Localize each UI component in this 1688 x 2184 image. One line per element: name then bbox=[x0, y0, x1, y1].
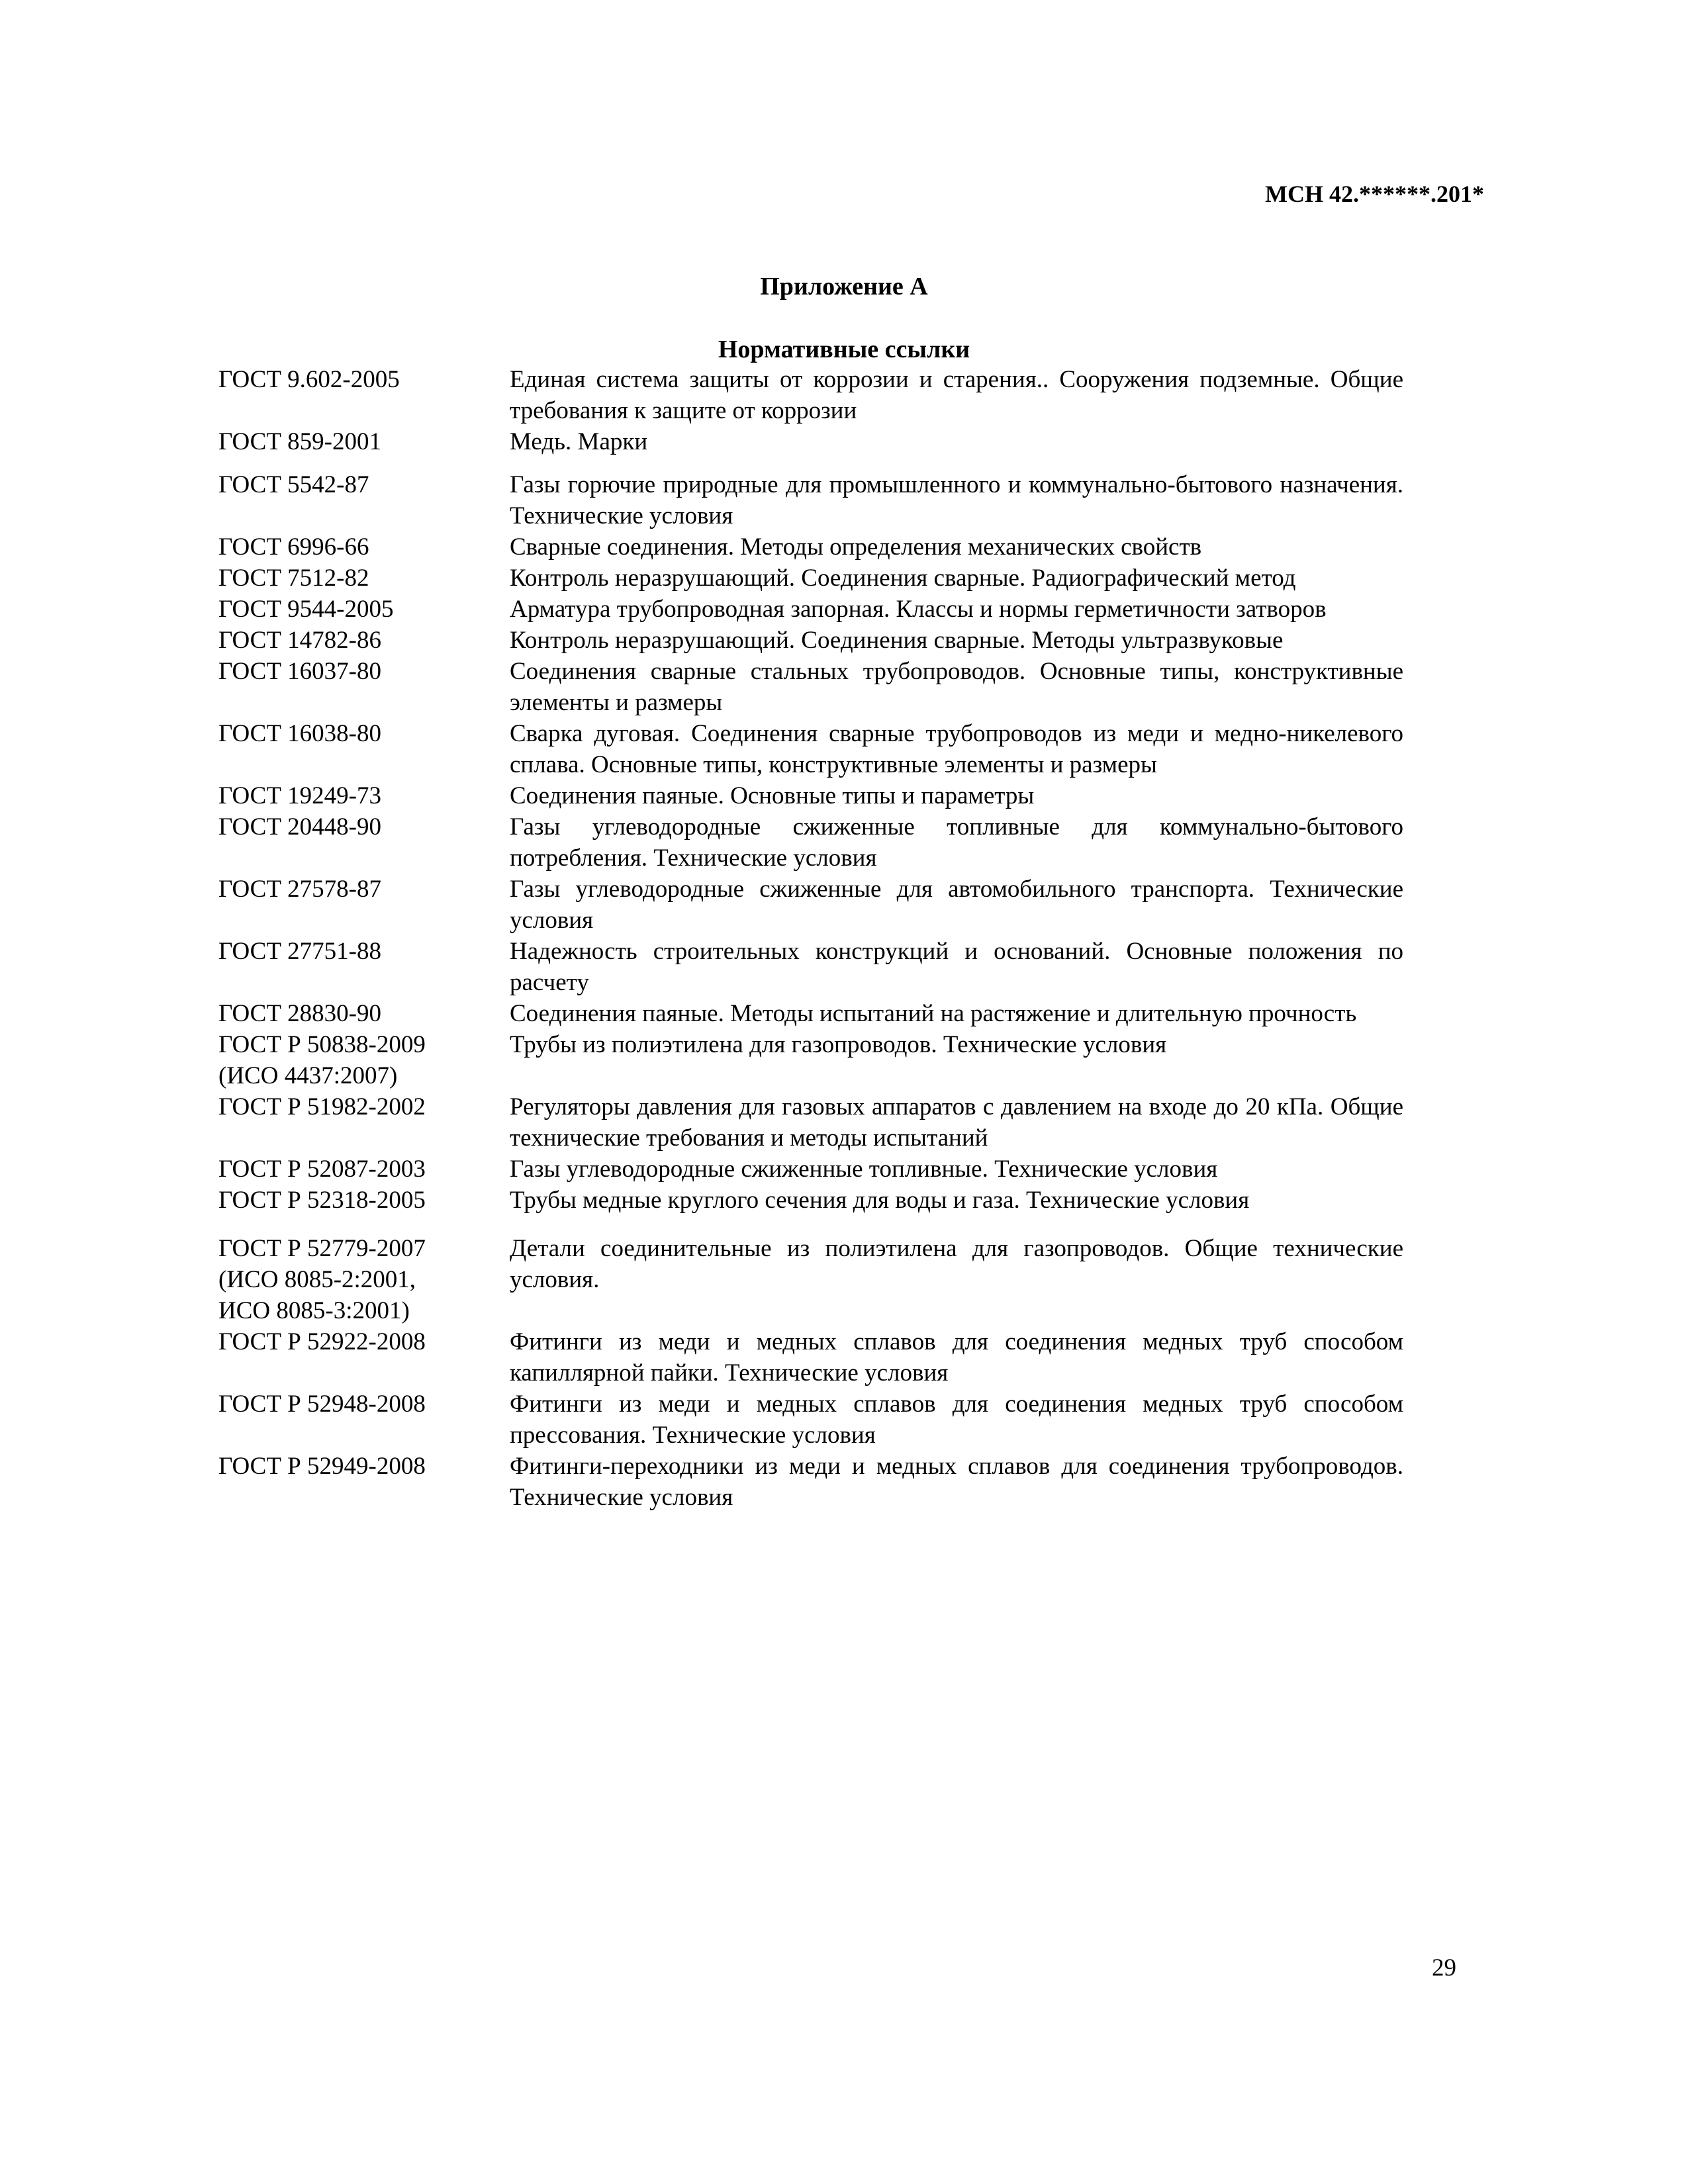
reference-code: ГОСТ Р 52922-2008 bbox=[218, 1328, 426, 1355]
reference-code: ГОСТ 27578-87 bbox=[218, 876, 381, 903]
reference-description: Газы углеводородные сжиженные топливные для коммунально-бытового потребления. Технические условия bbox=[510, 813, 1403, 872]
reference-code: ГОСТ 16037-80 bbox=[218, 658, 381, 685]
reference-description: Фитинги из меди и медных сплавов для соединения медных труб способом прессования. Технические условия bbox=[510, 1390, 1403, 1449]
reference-description: Газы углеводородные сжиженные топливные. Технические условия bbox=[510, 1156, 1218, 1183]
reference-code: ГОСТ 7512-82 bbox=[218, 565, 369, 592]
reference-row bbox=[218, 811, 1403, 874]
reference-row bbox=[218, 1091, 1403, 1154]
reference-code: ГОСТ 19249-73 bbox=[218, 782, 381, 809]
reference-description: Фитинги из меди и медных сплавов для соединения медных труб способом капиллярной пайки. Технические условия bbox=[510, 1328, 1403, 1387]
reference-row bbox=[218, 998, 1403, 1029]
reference-row bbox=[218, 1326, 1403, 1388]
reference-description: Газы углеводородные сжиженные для автомобильного транспорта. Технические условия bbox=[510, 876, 1403, 934]
reference-description: Соединения сварные стальных трубопроводов. Основные типы, конструктивные элементы и размеры bbox=[510, 658, 1403, 716]
reference-description: Сварка дуговая. Соединения сварные трубопроводов из меди и медно-никелевого сплава. Основные типы, конструктивные элементы и размеры bbox=[510, 720, 1403, 778]
reference-description: Соединения паяные. Основные типы и параметры bbox=[510, 782, 1035, 809]
reference-code: ГОСТ Р 52318-2005 bbox=[218, 1187, 426, 1214]
reference-description: Единая система защиты от коррозии и старения.. Сооружения подземные. Общие требования к защите от коррозии bbox=[510, 366, 1403, 424]
references-list bbox=[218, 364, 1403, 1513]
appendix-title: Приложение А bbox=[760, 273, 928, 300]
reference-description: Регуляторы давления для газовых аппаратов с давлением на входе до 20 кПа. Общие технические требования и методы испытаний bbox=[510, 1093, 1403, 1152]
reference-code: ГОСТ 859-2001 bbox=[218, 428, 381, 455]
reference-row bbox=[218, 426, 1403, 457]
reference-code: ГОСТ 28830-90 bbox=[218, 1000, 381, 1027]
reference-code: ГОСТ Р 52779-2007 (ИСО 8085-2:2001, ИСО 8085-3:2001) bbox=[218, 1235, 426, 1324]
reference-row bbox=[218, 594, 1403, 625]
reference-description: Трубы из полиэтилена для газопроводов. Технические условия bbox=[510, 1031, 1167, 1058]
reference-row bbox=[218, 364, 1403, 426]
reference-row bbox=[218, 625, 1403, 656]
reference-description: Фитинги-переходники из меди и медных сплавов для соединения трубопроводов. Технические условия bbox=[510, 1453, 1403, 1511]
reference-row bbox=[218, 1388, 1403, 1451]
reference-row bbox=[218, 1451, 1403, 1513]
reference-description: Сварные соединения. Методы определения механических свойств bbox=[510, 533, 1202, 561]
reference-description: Соединения паяные. Методы испытаний на растяжение и длительную прочность bbox=[510, 1000, 1357, 1027]
reference-description: Контроль неразрушающий. Соединения сварные. Радиографический метод bbox=[510, 565, 1296, 592]
reference-row bbox=[218, 531, 1403, 563]
reference-code: ГОСТ 9544-2005 bbox=[218, 596, 394, 623]
reference-description: Газы горючие природные для промышленного и коммунально-бытового назначения. Технические условия bbox=[510, 471, 1403, 529]
reference-code: ГОСТ Р 52087-2003 bbox=[218, 1156, 426, 1183]
reference-code: ГОСТ 6996-66 bbox=[218, 533, 369, 561]
reference-code: ГОСТ 5542-87 bbox=[218, 471, 369, 498]
reference-row bbox=[218, 874, 1403, 936]
page-number: 29 bbox=[1432, 1954, 1456, 1981]
reference-code: ГОСТ 16038-80 bbox=[218, 720, 381, 747]
reference-code: ГОСТ 20448-90 bbox=[218, 813, 381, 841]
reference-row bbox=[218, 469, 1403, 531]
reference-description: Арматура трубопроводная запорная. Классы и нормы герметичности затворов bbox=[510, 596, 1327, 623]
reference-code: ГОСТ Р 51982-2002 bbox=[218, 1093, 426, 1120]
reference-code: ГОСТ Р 52948-2008 bbox=[218, 1390, 426, 1418]
reference-description: Трубы медные круглого сечения для воды и газа. Технические условия bbox=[510, 1187, 1250, 1214]
reference-description: Контроль неразрушающий. Соединения сварные. Методы ультразвуковые bbox=[510, 627, 1284, 654]
references-title: Нормативные ссылки bbox=[718, 336, 970, 363]
reference-row bbox=[218, 1185, 1403, 1216]
reference-description: Медь. Марки bbox=[510, 428, 648, 455]
reference-row bbox=[218, 563, 1403, 594]
reference-code: ГОСТ 27751-88 bbox=[218, 938, 381, 965]
reference-row bbox=[218, 656, 1403, 718]
reference-row bbox=[218, 718, 1403, 780]
reference-description: Надежность строительных конструкций и оснований. Основные положения по расчету bbox=[510, 938, 1403, 996]
reference-row bbox=[218, 780, 1403, 811]
reference-row bbox=[218, 936, 1403, 998]
reference-code: ГОСТ 9.602-2005 bbox=[218, 366, 400, 393]
reference-description: Детали соединительные из полиэтилена для газопроводов. Общие технические условия. bbox=[510, 1235, 1403, 1293]
document-code: МСН 42.******.201* bbox=[1265, 181, 1484, 207]
reference-row bbox=[218, 1154, 1403, 1185]
reference-code: ГОСТ Р 50838-2009 (ИСО 4437:2007) bbox=[218, 1031, 426, 1089]
reference-row bbox=[218, 1233, 1403, 1326]
reference-code: ГОСТ 14782-86 bbox=[218, 627, 381, 654]
reference-row bbox=[218, 1029, 1403, 1091]
reference-code: ГОСТ Р 52949-2008 bbox=[218, 1453, 426, 1480]
